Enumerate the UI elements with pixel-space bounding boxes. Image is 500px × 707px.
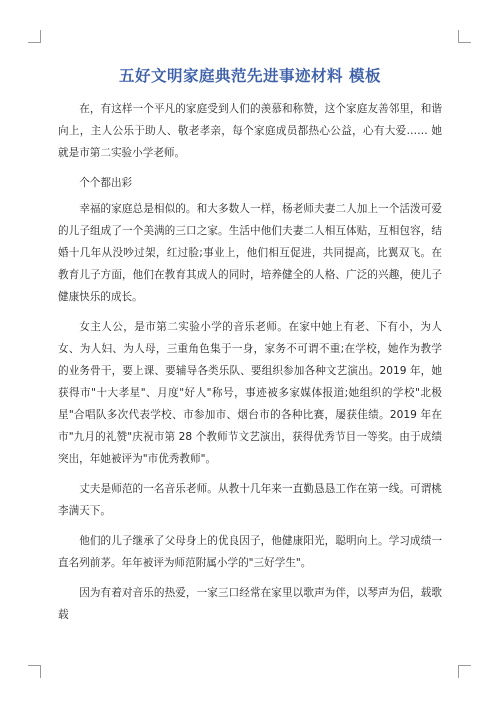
crop-mark-bottom-left [28, 665, 41, 678]
paragraph-intro: 在，有这样一个平凡的家庭受到人们的羡慕和称赞，这个家庭友善邻里，和谐向上，主人公乐于助人、敬老孝亲，每个家庭成员都热心公益，心有大爱…… 她就是市第二实验小学老师。 [58, 103, 442, 159]
crop-mark-top-right [458, 30, 471, 43]
paragraph-heroine: 女主人公，是市第二实验小学的音乐老师。在家中她上有老、下有小，为人女、为人妇、为人母，三重角色集于一身，家务不可谓不重;在学校，她作为教学的业务骨干，要上课、要辅导各类乐队、要组织参加各种文艺演出。2019 年，她获得市"十大孝星"、月度"好人"称号，事迹被多家媒体报道;她组织的学校"北极星"合唱队多次代表学校、市参加市、烟台市的各种比赛，屡获佳绩。2019 年在市"九月的礼赞"庆祝市第 28 个教师节文艺演出，获得优秀节目一等奖。由于成绩突出，年她被评为"市优秀教师"。 [58, 321, 442, 465]
paragraph-family: 幸福的家庭总是相似的。和大多数人一样，杨老师夫妻二人加上一个活泼可爱的儿子组成了一个美满的三口之家。生活中他们夫妻二人相互体贴，互相包容，结婚十几年从没吵过架，红过脸;事业上，他们相互促进，共同提高，比翼双飞。在教育儿子方面，他们在教育其成人的同时，培养健全的人格、广泛的兴趣，使儿子健康快乐的成长。 [58, 203, 442, 303]
document-title: 五好文明家庭典范先进事迹材料 模板 [119, 67, 381, 85]
paragraph-music: 因为有着对音乐的热爱，一家三口经常在家里以歌声为伴，以琴声为侣，载歌载 [58, 587, 442, 621]
paragraph-husband: 丈夫是师范的一名音乐老师。从教十几年来一直勤恳恳工作在第一线。可谓桃李满天下。 [58, 483, 442, 517]
section-heading: 个个都出彩 [79, 177, 133, 189]
crop-mark-bottom-right [458, 665, 471, 678]
paragraph-son: 他们的儿子继承了父母身上的优良因子，他健康阳光，聪明向上。学习成绩一直名列前茅。年年被评为师范附属小学的"三好学生"。 [58, 535, 442, 569]
crop-mark-top-left [28, 30, 41, 43]
document-body [58, 98, 442, 634]
